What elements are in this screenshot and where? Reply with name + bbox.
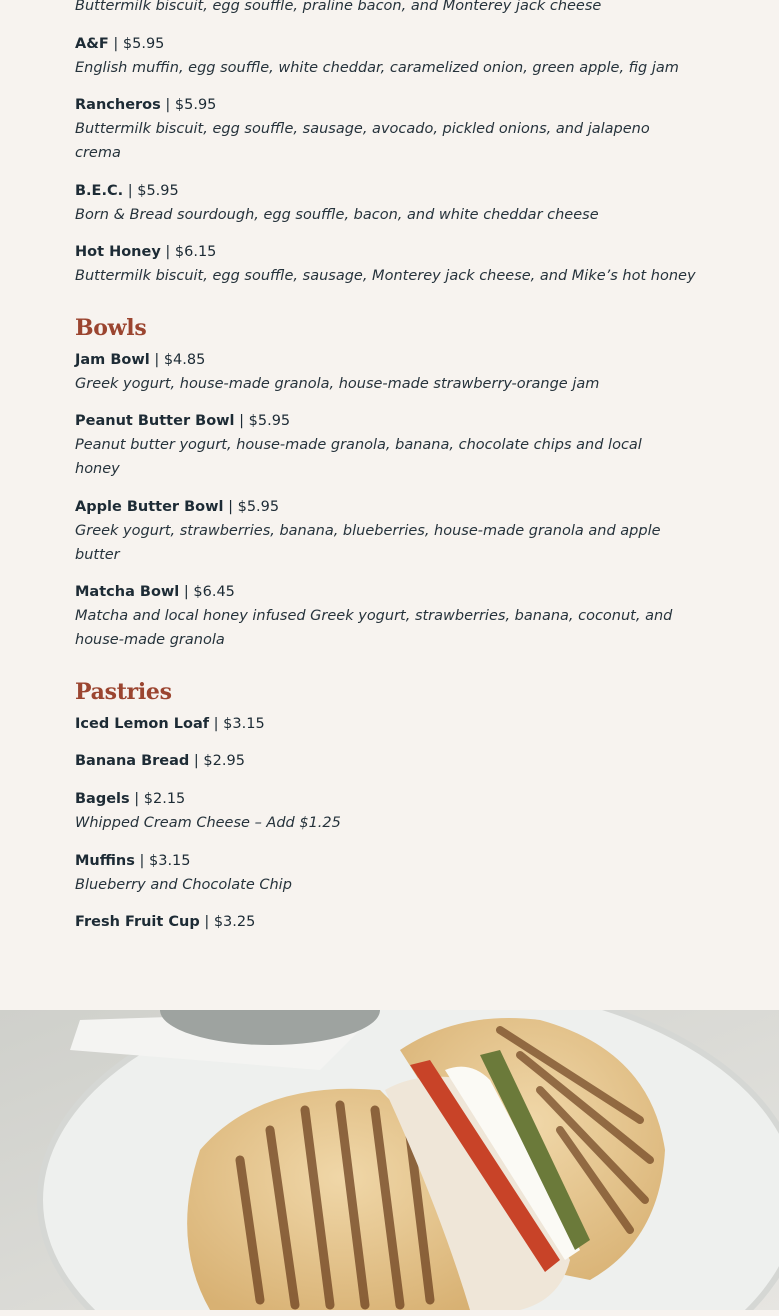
menu-item-bagels xyxy=(75,787,341,835)
menu-item-bec xyxy=(75,179,599,227)
item-name: Fresh Fruit Cup xyxy=(75,914,200,930)
item-price: | $5.95 xyxy=(228,499,280,515)
item-name: Matcha Bowl xyxy=(75,584,180,600)
item-description: Born & Bread sourdough, egg souffle, bacon, and white cheddar cheese xyxy=(75,207,599,223)
item-description: Matcha and local honey infused Greek yogurt, strawberries, banana, coconut, and xyxy=(75,608,673,624)
section-heading-bowls: Bowls xyxy=(75,315,147,341)
item-price: | $5.95 xyxy=(239,413,291,429)
item-price: | $4.85 xyxy=(154,352,206,368)
menu-item-rancheros xyxy=(75,93,650,165)
item-price: | $5.95 xyxy=(165,97,217,113)
item-description: English muffin, egg souffle, white cheddar, caramelized onion, green apple, fig jam xyxy=(75,60,679,76)
item-description-cont: butter xyxy=(75,547,120,563)
item-price: | $6.45 xyxy=(183,584,235,600)
item-description-cont: house-made granola xyxy=(75,632,225,648)
menu-item-matcha-bowl xyxy=(75,580,672,652)
item-name: Rancheros xyxy=(75,97,161,113)
item-description: Greek yogurt, strawberries, banana, blueberries, house-made granola and apple xyxy=(75,523,661,539)
item-name: Bagels xyxy=(75,791,130,807)
menu-item-peanut-butter-bowl xyxy=(75,409,642,481)
item-name: A&F xyxy=(75,36,109,52)
section-heading-pastries: Pastries xyxy=(75,679,172,705)
item-description: Blueberry and Chocolate Chip xyxy=(75,877,292,893)
item-price: | $2.95 xyxy=(193,753,245,769)
item-price: | $5.95 xyxy=(113,36,165,52)
item-price: | $2.15 xyxy=(134,791,186,807)
menu-item-apple-butter-bowl xyxy=(75,495,661,567)
menu-item-muffins xyxy=(75,849,292,897)
menu-item-banana-bread xyxy=(75,749,245,773)
menu-item-iced-lemon-loaf xyxy=(75,712,265,736)
item-description-cont: honey xyxy=(75,461,120,477)
menu-item-fresh-fruit-cup xyxy=(75,910,255,934)
item-name: Banana Bread xyxy=(75,753,190,769)
item-name: Hot Honey xyxy=(75,244,161,260)
item-name: Apple Butter Bowl xyxy=(75,499,224,515)
item-name: Muffins xyxy=(75,853,135,869)
item-price: | $3.25 xyxy=(204,914,256,930)
item-description: Peanut butter yogurt, house-made granola, banana, chocolate chips and local xyxy=(75,437,642,453)
item-name: Jam Bowl xyxy=(75,352,150,368)
menu-item-af xyxy=(75,32,679,80)
item-description: Whipped Cream Cheese – Add $1.25 xyxy=(75,815,341,831)
item-description: Buttermilk biscuit, egg souffle, sausage, Monterey jack cheese, and Mike’s hot honey xyxy=(75,268,696,284)
item-price: | $5.95 xyxy=(127,183,179,199)
item-price: | $3.15 xyxy=(213,716,265,732)
menu-item-jam-bowl xyxy=(75,348,599,396)
item-price: | $3.15 xyxy=(139,853,191,869)
panini-illustration xyxy=(0,1010,779,1310)
menu-item-hot-honey xyxy=(75,240,696,288)
item-description-cont: crema xyxy=(75,145,121,161)
item-price: | $6.15 xyxy=(165,244,217,260)
item-name: Iced Lemon Loaf xyxy=(75,716,210,732)
partial-item-description: Buttermilk biscuit, egg souffle, praline bacon, and Monterey jack cheese xyxy=(75,0,602,14)
item-name: B.E.C. xyxy=(75,183,124,199)
item-name: Peanut Butter Bowl xyxy=(75,413,235,429)
item-description: Buttermilk biscuit, egg souffle, sausage, avocado, pickled onions, and jalapeno xyxy=(75,121,650,137)
item-description: Greek yogurt, house-made granola, house-made strawberry-orange jam xyxy=(75,376,600,392)
panini-photo xyxy=(0,1010,779,1310)
